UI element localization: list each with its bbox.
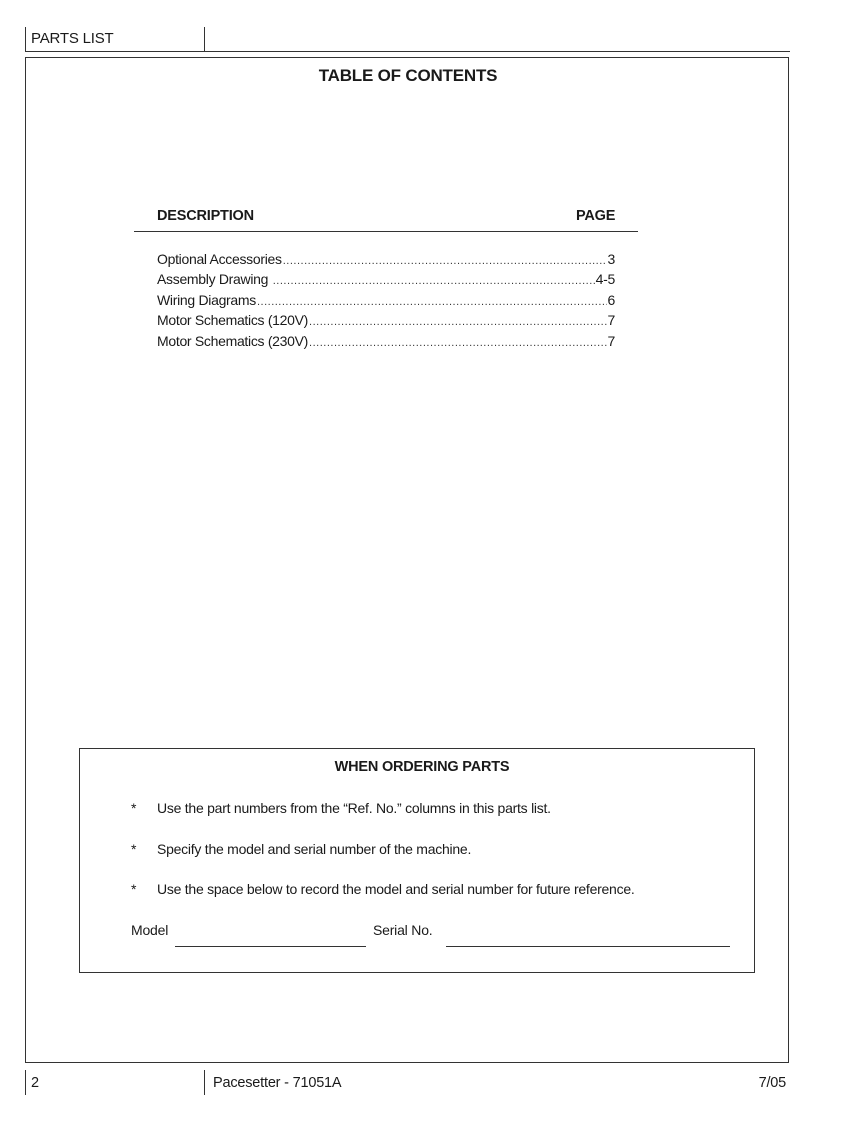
ordering-bullet: Specify the model and serial number of the machine. [157, 841, 472, 857]
ordering-box [79, 748, 755, 973]
toc-entry-label: Assembly Drawing [157, 271, 272, 288]
header-left-rule [25, 27, 26, 52]
bullet-marker: * [131, 841, 137, 857]
footer-divider [204, 1070, 205, 1095]
toc-entry-label: Motor Schematics (230V) [157, 332, 309, 349]
ordering-bullet: Use the space below to record the model and serial number for future reference. [157, 881, 635, 897]
toc-entry [157, 290, 615, 310]
toc-column-description: DESCRIPTION [157, 208, 254, 224]
toc-entry [157, 331, 615, 351]
toc-entry-page: 3 [607, 251, 615, 267]
toc-leader-dots [283, 251, 607, 271]
header-divider [204, 27, 205, 52]
toc-entry-label: Motor Schematics (120V) [157, 312, 309, 329]
bullet-marker: * [131, 881, 137, 897]
toc-leader-dots [309, 333, 606, 353]
toc-entry-page: 7 [607, 312, 615, 329]
toc-entry [157, 249, 615, 269]
ordering-title: WHEN ORDERING PARTS [334, 759, 510, 775]
toc-entry-page: 7 [607, 332, 615, 349]
toc-list [157, 249, 615, 351]
toc-leader-dots [273, 271, 595, 291]
toc-entry-page: 4-5 [595, 271, 615, 288]
toc-leader-dots [257, 292, 607, 312]
model-field-line[interactable] [175, 946, 366, 947]
section-label: PARTS LIST [31, 30, 114, 47]
toc-entry [157, 310, 615, 330]
toc-entry-page: 6 [607, 291, 615, 308]
document-date: 7/05 [758, 1075, 786, 1091]
ordering-bullet: Use the part numbers from the “Ref. No.” columns in this parts list. [157, 800, 551, 816]
toc-title: TABLE OF CONTENTS [318, 66, 498, 85]
bullet-marker: * [131, 800, 137, 816]
footer-left-rule [25, 1070, 26, 1095]
header-rule [25, 51, 790, 52]
toc-entry-label: Wiring Diagrams [157, 291, 256, 308]
toc-column-page: PAGE [576, 208, 616, 224]
toc-entry-label: Optional Accessories [157, 251, 282, 267]
model-label: Model [131, 922, 169, 938]
serial-label: Serial No. [373, 922, 433, 938]
serial-field-line[interactable] [446, 946, 730, 947]
toc-entry [157, 269, 615, 289]
page-number: 2 [31, 1075, 39, 1091]
document-title: Pacesetter - 71051A [213, 1075, 342, 1091]
toc-leader-dots [309, 312, 606, 332]
toc-header-rule [134, 231, 638, 232]
